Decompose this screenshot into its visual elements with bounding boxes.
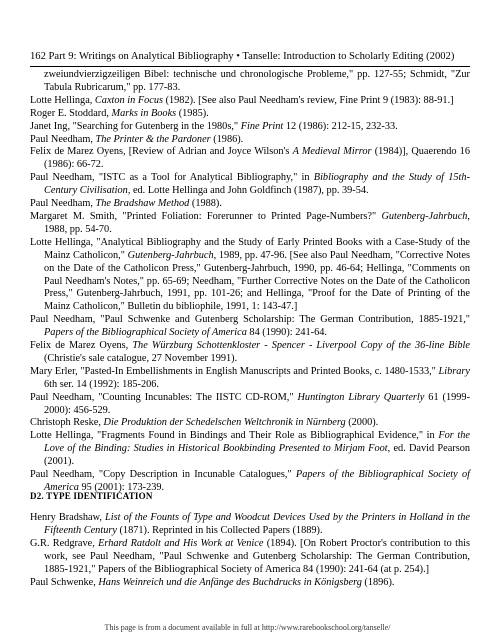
reference-text: 6th ser. 14 (1992): 185-206. xyxy=(44,378,159,390)
reference-text: 84 (1990): 241-64. xyxy=(246,327,327,339)
reference-entry xyxy=(30,134,470,147)
reference-text: zweiundvierzigzeiligen Bibel: technische und chronologische Probleme," pp. 127-55; Schmidt, "Zur Tabula Rubricarum," pp. 177-83. xyxy=(44,69,470,93)
reference-text: Lotte Hellinga, xyxy=(30,94,95,106)
reference-title: Bibliography and the Study of 15th-Century Civilisation xyxy=(44,172,470,197)
reference-text: (1988). xyxy=(189,198,222,210)
reference-text: 61 (1999-2000): 456-529. xyxy=(44,391,470,416)
reference-text: Paul Needham, "Copy Description in Incunable Catalogues," xyxy=(30,469,296,481)
reference-text: Lotte Hellinga, "Analytical Bibliography and the Study of Early Printed Books with a Case-Study of the Mainz Catholicon," xyxy=(30,236,470,261)
reference-entry xyxy=(30,366,470,392)
reference-text: G.R. Redgrave, xyxy=(30,537,99,549)
reference-entry xyxy=(30,121,470,134)
reference-entry xyxy=(30,430,470,469)
running-header: 162 Part 9: Writings on Analytical Bibliography • Tanselle: Introduction to Scholarly Editing (2002) xyxy=(30,51,455,62)
reference-entry xyxy=(30,392,470,418)
page-footer: This page is from a document available in full at http://www.rarebookschool.org/tanselle/ xyxy=(104,623,391,632)
reference-entry xyxy=(30,146,470,172)
reference-title: The Bradshaw Method xyxy=(95,198,190,210)
reference-title: Gutenberg-Jahrbuch xyxy=(381,210,468,222)
reference-title: Papers of the Bibliographical Society of America xyxy=(44,469,470,493)
reference-title: Caxton in Focus xyxy=(94,94,163,106)
reference-entry xyxy=(30,69,470,95)
reference-list-type-identification xyxy=(30,512,470,589)
header-rule xyxy=(30,66,470,67)
reference-text: Henry Bradshaw, xyxy=(30,512,106,523)
reference-text: 12 (1986): 212-15, 232-33. xyxy=(283,120,398,132)
reference-text: (1894). [On Robert Proctor's contribution to this work, see Paul Needham, "Paul Schwenke and Gutenberg Scholarship: The German Contribution, 1885-1921," Papers of the Bibliographical Society of America 84 (1990): 241-64 (at p. 254).] xyxy=(44,537,470,575)
reference-title: Papers of the Bibliographical Society of America xyxy=(44,327,247,339)
reference-entry xyxy=(30,340,470,366)
reference-text: , ed. Lotte Hellinga and John Goldfinch (1987), pp. 39-54. xyxy=(127,185,369,197)
reference-entry xyxy=(30,172,470,198)
reference-text: Felix de Marez Oyens, xyxy=(30,340,133,352)
reference-title: For the Love of the Binding: Studies in Historical Bookbinding Presented to Mirjam Foot xyxy=(44,430,470,455)
reference-entry xyxy=(30,417,470,430)
reference-title: List of the Founts of Type and Woodcut Devices Used by the Printers in Holland in the Fifteenth Century xyxy=(44,512,471,536)
reference-text: Lotte Hellinga, "Fragments Found in Bindings and Their Role as Bibliographical Evidence," in xyxy=(30,430,439,442)
reference-text: , ed. David Pearson (2001). xyxy=(44,443,470,468)
reference-title: The Würzburg Schottenkloster - Spencer - Liverpool Copy of the 36-line Bible xyxy=(132,340,470,352)
reference-text: (1896). xyxy=(361,576,395,588)
reference-title: A Medieval Mirror xyxy=(292,146,372,158)
reference-text: (1871). Reprinted in his Collected Papers (1889). xyxy=(116,524,323,536)
reference-entry xyxy=(30,108,470,121)
reference-text: Paul Needham, xyxy=(30,198,96,210)
reference-entry xyxy=(30,237,470,314)
section-heading: D2. TYPE IDENTIFICATION xyxy=(30,491,153,501)
reference-text: Christoph Reske, xyxy=(30,417,104,429)
reference-text: Paul Needham, "Paul Schwenke and Gutenberg Scholarship: The German Contribution, 1885-1921," xyxy=(30,314,470,326)
reference-list xyxy=(30,69,470,495)
reference-text: (1986). xyxy=(210,133,244,145)
reference-text: Paul Needham, xyxy=(30,133,96,145)
reference-entry xyxy=(30,577,470,590)
reference-title: Marks in Books xyxy=(111,107,177,119)
reference-entry xyxy=(30,512,470,538)
reference-title: Fine Print xyxy=(240,120,284,132)
reference-title: Gutenberg-Jahrbuch xyxy=(127,249,214,261)
reference-text: Paul Needham, "Counting Incunables: The IISTC CD-ROM," xyxy=(30,391,298,403)
reference-text: (2000). xyxy=(345,417,379,429)
reference-text: , 1989, pp. 47-96. [See also Paul Needham, "Corrective Notes on the Date of the Catholicon Press," Gutenberg-Jahrbuch, 1990, pp. 46-64; Hellinga, "Comments on Paul Needham's Notes," pp. 65-69; Needham, "Further Corrective Notes on the Date of the Catholicon Press," Gutenberg-Jahrbuch, 1991, pp. 101-26; and Hellinga, "Proof for the Date of Printing of the Mainz Catholicon," Bulletin du bibliophile, 1991, 1: 143-47.] xyxy=(44,249,470,313)
reference-text: (1982). [See also Paul Needham's review, Fine Print 9 (1983): 88-91.] xyxy=(163,94,454,106)
reference-entry xyxy=(30,314,470,340)
reference-text: (1984)], Quaerendo 16 (1986): 66-72. xyxy=(44,146,470,171)
reference-title: Die Produktion der Schedelschen Weltchronik in Nürnberg xyxy=(103,417,346,429)
reference-text: , 1988, pp. 54-70. xyxy=(44,210,470,235)
reference-text: Margaret M. Smith, "Printed Foliation: Forerunner to Printed Page-Numbers?" xyxy=(30,210,382,222)
reference-title: Library xyxy=(438,365,470,377)
reference-text: (1985). xyxy=(176,107,209,119)
reference-text: Paul Needham, "ISTC as a Tool for Analytical Bibliography," in xyxy=(30,172,314,184)
reference-entry xyxy=(30,538,470,577)
reference-text: 95 (2001): 173-239. xyxy=(78,482,165,493)
reference-text: Paul Schwenke, xyxy=(30,576,99,588)
reference-text: Felix de Marez Oyens, [Review of Adrian and Joyce Wilson's xyxy=(30,146,293,158)
reference-entry xyxy=(30,95,470,108)
reference-title: Erhard Ratdolt and His Work at Venice xyxy=(98,537,264,549)
reference-text: Roger E. Stoddard, xyxy=(30,107,112,119)
reference-title: Hans Weinreich und die Anfänge des Buchdrucks in Königsberg xyxy=(98,576,362,588)
reference-title: Huntington Library Quarterly xyxy=(297,391,425,403)
reference-text: (Christie's sale catalogue, 27 November 1991). xyxy=(44,352,238,364)
reference-text: Janet Ing, "Searching for Gutenberg in the 1980s," xyxy=(30,120,241,132)
reference-entry xyxy=(30,211,470,237)
reference-text: Mary Erler, "Pasted-In Embellishments in English Manuscripts and Printed Books, c. 1480-1533," xyxy=(30,365,439,377)
reference-title: The Printer & the Pardoner xyxy=(95,133,211,145)
reference-entry xyxy=(30,198,470,211)
